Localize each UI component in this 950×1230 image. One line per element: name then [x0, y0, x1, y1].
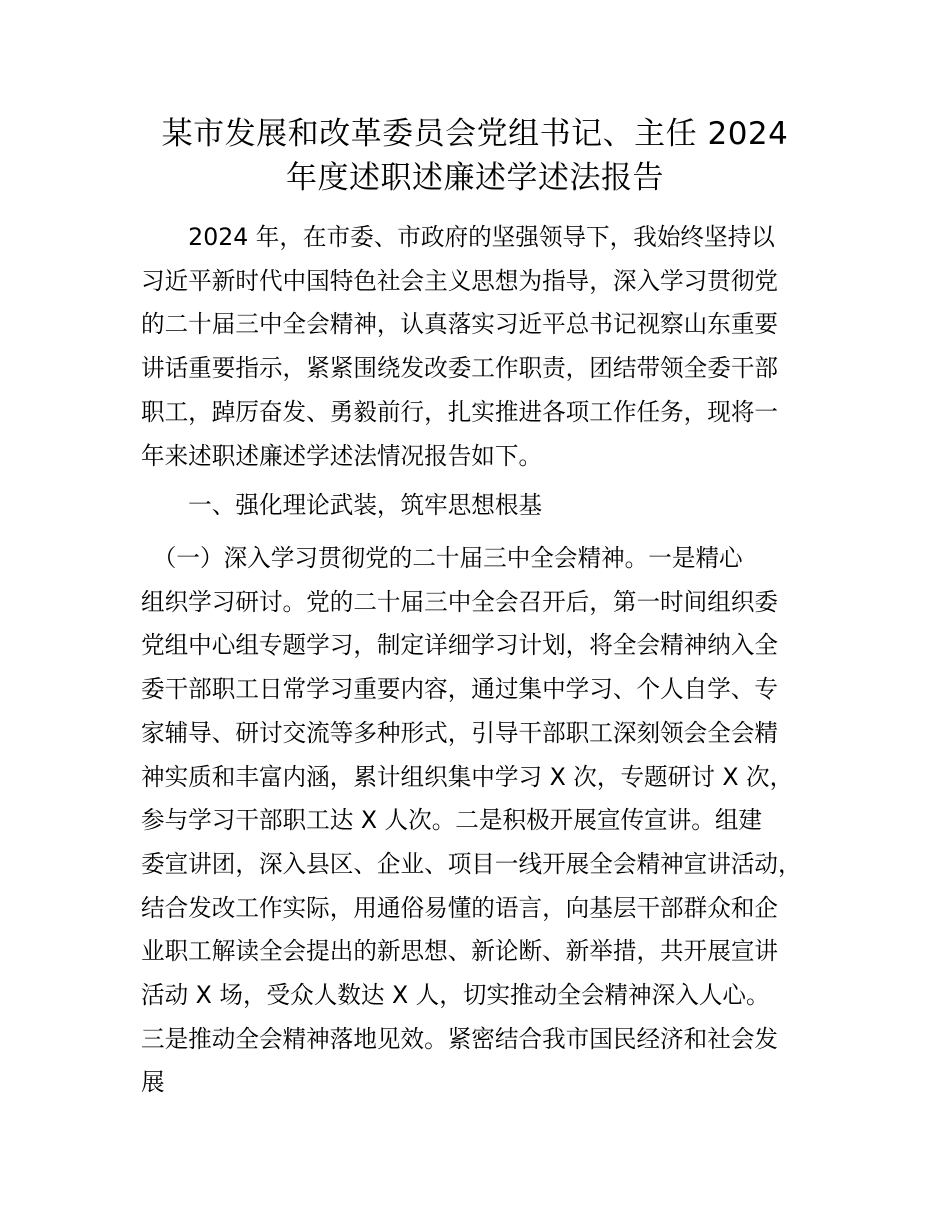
section-heading: [141, 484, 831, 528]
section-paragraph: [141, 537, 831, 1105]
paragraph-line: 家辅导、研讨交流等多种形式，引导干部职工深刻领会全会精: [141, 718, 779, 747]
paragraph-line: 年来述职述廉述学述法情况报告如下。: [141, 441, 543, 470]
paragraph-line: 委干部职工日常学习重要内容，通过集中学习、个人自学、专: [141, 675, 779, 704]
document-title: [140, 112, 810, 200]
paragraph-line: 职工，踔厉奋发、勇毅前行，扎实推进各项工作任务，现将一: [141, 397, 779, 426]
title-line: 某市发展和改革委员会党组书记、主任 2024: [161, 116, 789, 152]
paragraph-line: 讲话重要指示，紧紧围绕发改委工作职责，团结带领全委干部: [141, 354, 779, 383]
paragraph-line: 的二十届三中全会精神，认真落实习近平总书记视察山东重要: [141, 310, 779, 339]
paragraph-line: 业职工解读全会提出的新思想、新论断、新举措，共开展宣讲: [141, 937, 779, 966]
title-line: 年度述职述廉述学述法报告: [286, 160, 664, 196]
paragraph-line: 2024 年，在市委、市政府的坚强领导下，我始终坚持以: [141, 223, 775, 251]
paragraph-line: 习近平新时代中国特色社会主义思想为指导，深入学习贯彻党: [141, 266, 779, 295]
intro-paragraph: [141, 216, 831, 478]
paragraph-line: 参与学习干部职工达 X 人次。二是积极开展宣传宣讲。组建: [141, 806, 763, 835]
paragraph-line: 三是推动全会精神落地见效。紧密结合我市国民经济和社会发: [141, 1024, 779, 1053]
paragraph-line: 委宣讲团，深入县区、企业、项目一线开展全会精神宣讲活动，: [141, 849, 802, 878]
paragraph-line: 活动 X 场，受众人数达 X 人，切实推动全会精神深入人心。: [141, 981, 770, 1010]
paragraph-line: 结合发改工作实际，用通俗易懂的语言，向基层干部群众和企: [141, 893, 779, 922]
paragraph-line: 神实质和丰富内涵，累计组织集中学习 X 次，专题研讨 X 次，: [141, 762, 794, 791]
paragraph-line: （一）深入学习贯彻党的二十届三中全会精神。一是精心: [141, 544, 743, 572]
paragraph-line: 组织学习研讨。党的二十届三中全会召开后，第一时间组织委: [141, 587, 779, 616]
heading-line: 一、强化理论武装，筑牢思想根基: [141, 491, 543, 519]
paragraph-line: 展: [141, 1068, 165, 1097]
paragraph-line: 党组中心组专题学习，制定详细学习计划，将全会精神纳入全: [141, 631, 779, 660]
